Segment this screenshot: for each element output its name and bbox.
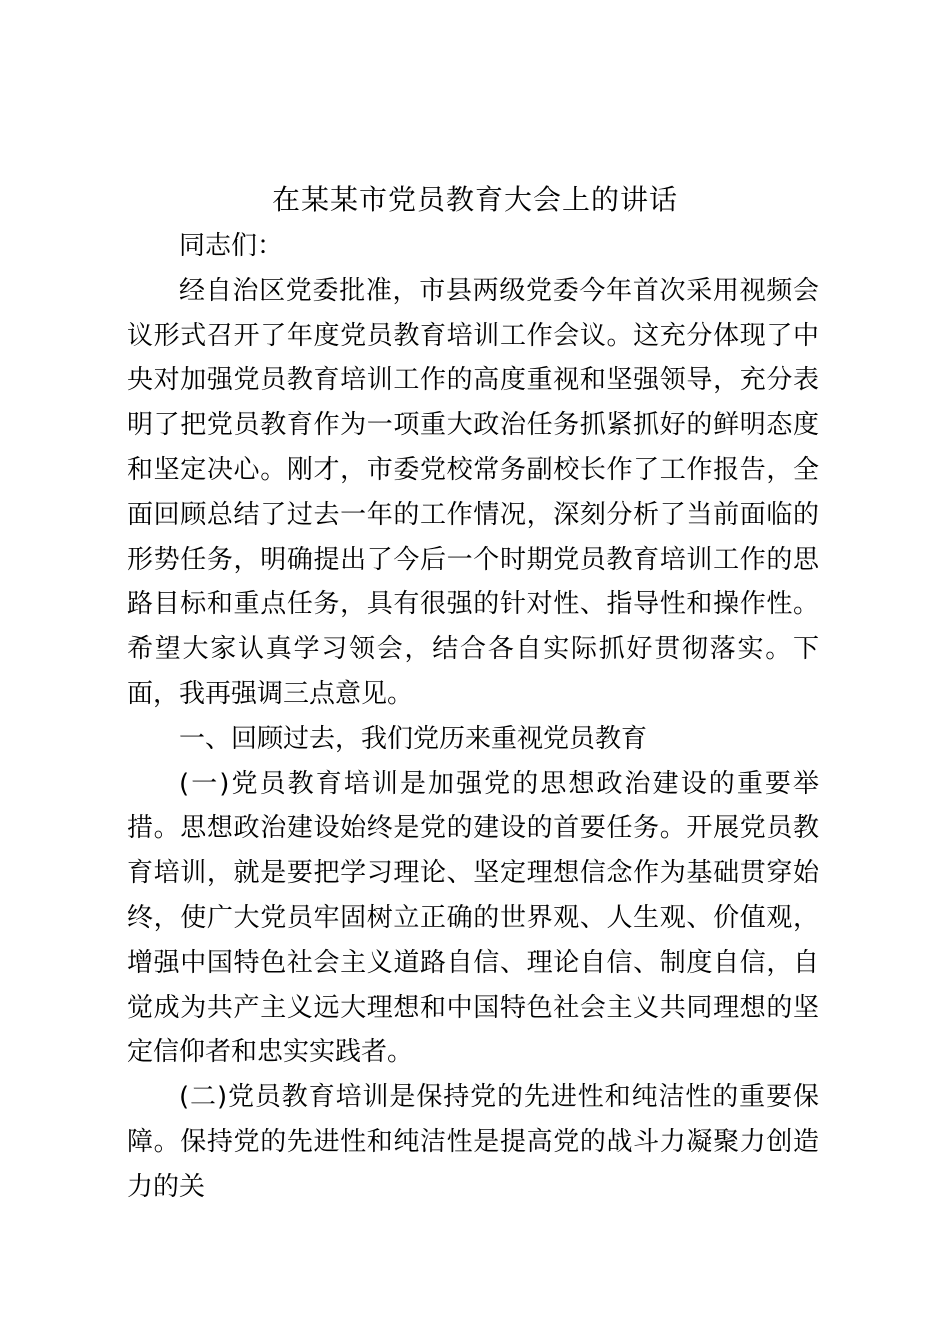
salutation-paragraph: 同志们：: [179, 231, 284, 261]
point-one-paragraph: (一)党员教育培训是加强党的思想政治建设的重要举措。思想政治建设始终是党的建设的首要任务。开展党员教育培训，就是要把学习理论、坚定理想信念作为基础贯穿始终，使广大党员牢固树立正确的世界观、人生观、价值观，增强中国特色社会主义道路自信、理论自信、制度自信，自觉成为共产主义远大理想和中国特色社会主义共同理想的坚定信仰者和忠实实践者。: [127, 768, 819, 1068]
point-two-paragraph: (二)党员教育培训是保持党的先进性和纯洁性的重要保障。保持党的先进性和纯洁性是提高党的战斗力凝聚力创造力的关: [127, 1082, 819, 1202]
document-body: [127, 224, 819, 1210]
document-title: 在某某市党员教育大会上的讲话: [271, 183, 678, 216]
section-heading: 一、回顾过去，我们党历来重视党员教育: [179, 723, 648, 754]
intro-paragraph: 经自治区党委批准，市县两级党委今年首次采用视频会议形式召开了年度党员教育培训工作会议。这充分体现了中央对加强党员教育培训工作的高度重视和坚强领导，充分表明了把党员教育作为一项重大政治任务抓紧抓好的鲜明态度和坚定决心。刚才，市委党校常务副校长作了工作报告，全面回顾总结了过去一年的工作情况，深刻分析了当前面临的形势任务，明确提出了今后一个时期党员教育培训工作的思路目标和重点任务，具有很强的针对性、指导性和操作性。希望大家认真学习领会，结合各自实际抓好贯彻落实。下面，我再强调三点意见。: [127, 275, 819, 709]
